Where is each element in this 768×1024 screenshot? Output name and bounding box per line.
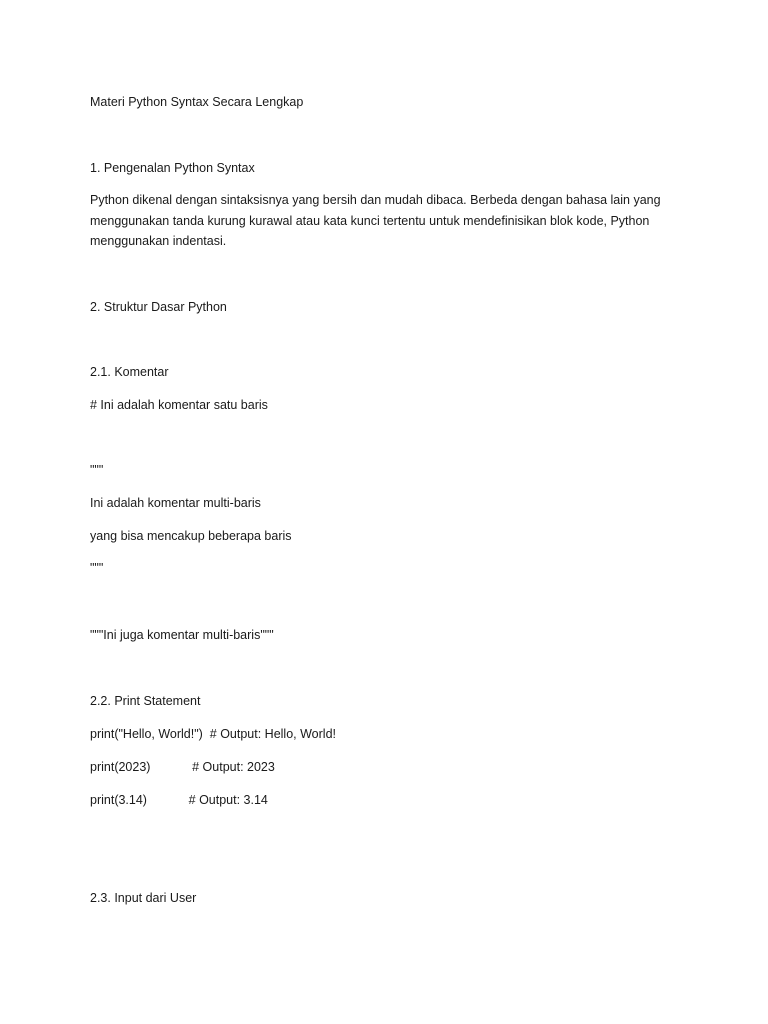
multi-line-comment-line-2: yang bisa mencakup beberapa baris — [90, 529, 292, 543]
print-code-line-3: print(3.14) # Output: 3.14 — [90, 793, 268, 807]
triple-quote-close: """ — [90, 561, 104, 575]
section-1-paragraph: Python dikenal dengan sintaksisnya yang bersih dan mudah dibaca. Berbeda dengan bahasa lain yang menggunakan tanda kurung kurawal atau kata kunci tertentu untuk mendefinisikan blok kode, Python menggunakan indentasi. — [90, 193, 661, 248]
triple-quote-open: """ — [90, 463, 104, 477]
inline-multi-line-comment: """Ini juga komentar multi-baris""" — [90, 628, 274, 642]
section-2-2-heading: 2.2. Print Statement — [90, 694, 201, 708]
section-2-3-heading: 2.3. Input dari User — [90, 891, 197, 905]
print-code-line-1: print("Hello, World!") # Output: Hello, World! — [90, 727, 336, 741]
single-line-comment: # Ini adalah komentar satu baris — [90, 398, 268, 412]
multi-line-comment-line-1: Ini adalah komentar multi-baris — [90, 496, 261, 510]
document-title: Materi Python Syntax Secara Lengkap — [90, 95, 304, 109]
print-code-line-2: print(2023) # Output: 2023 — [90, 760, 275, 774]
section-2-heading: 2. Struktur Dasar Python — [90, 300, 227, 314]
section-1-heading: 1. Pengenalan Python Syntax — [90, 161, 255, 175]
section-2-1-heading: 2.1. Komentar — [90, 365, 169, 379]
